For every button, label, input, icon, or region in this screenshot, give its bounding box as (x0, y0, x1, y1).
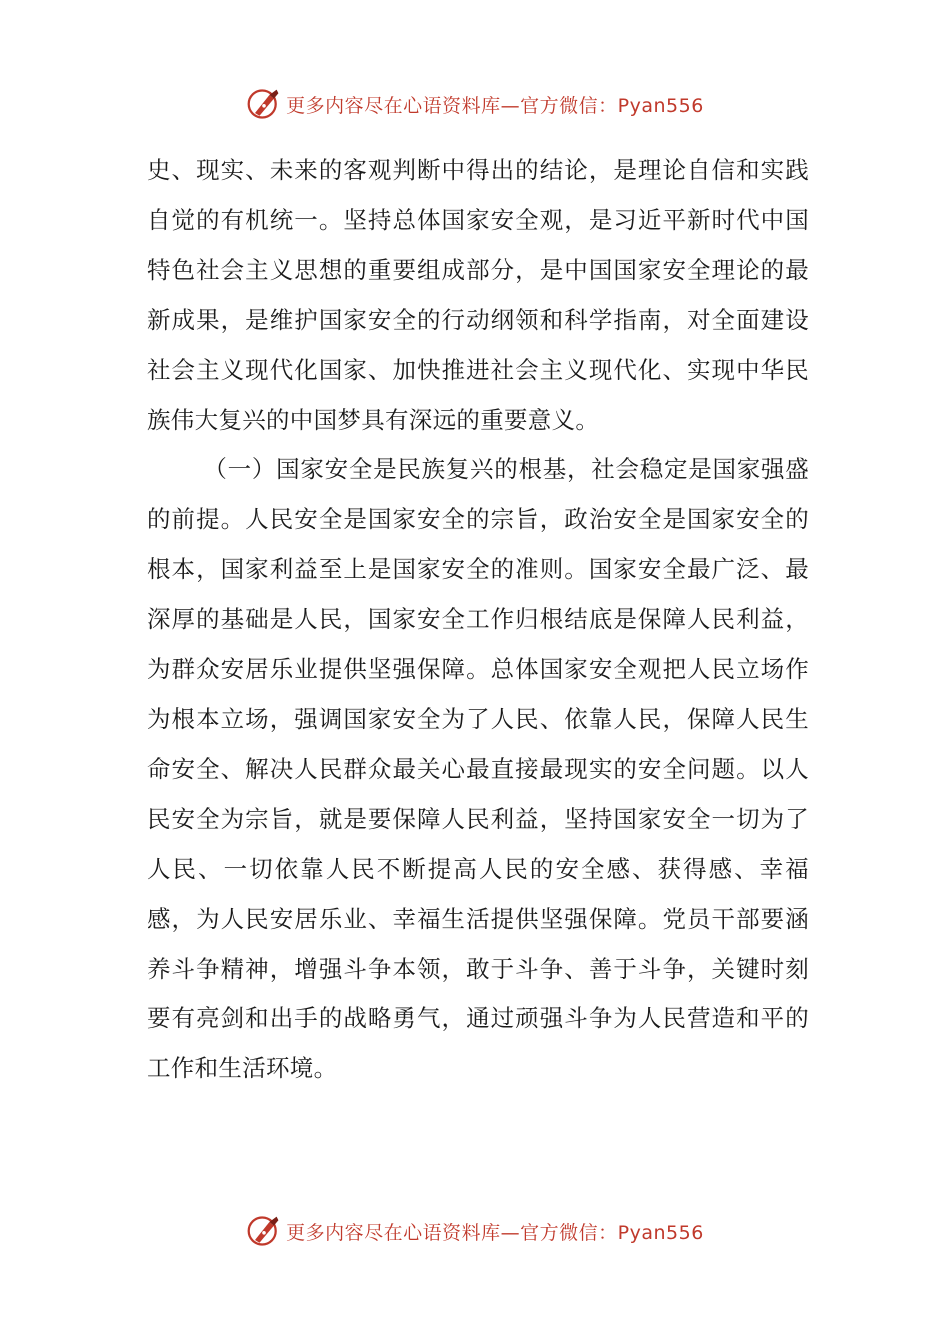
header-banner-text: 更多内容尽在心语资料库—官方微信：Pyan556 (286, 94, 704, 117)
document-body (147, 146, 809, 1094)
footer-banner (0, 1211, 950, 1251)
pen-nib-logo-icon (246, 1213, 282, 1249)
pen-nib-logo-icon (246, 86, 282, 122)
header-banner (0, 84, 950, 124)
paragraph-section-one: （一）国家安全是民族复兴的根基，社会稳定是国家强盛的前提。人民安全是国家安全的宗旨，政治安全是国家安全的根本，国家利益至上是国家安全的准则。国家安全最广泛、最深厚的基础是人民，国家安全工作归根结底是保障人民利益，为群众安居乐业提供坚强保障。总体国家安全观把人民立场作为根本立场，强调国家安全为了人民、依靠人民，保障人民生命安全、解决人民群众最关心最直接最现实的安全问题。以人民安全为宗旨，就是要保障人民利益，坚持国家安全一切为了人民、一切依靠人民不断提高人民的安全感、获得感、幸福感，为人民安居乐业、幸福生活提供坚强保障。党员干部要涵养斗争精神，增强斗争本领，敢于斗争、善于斗争，关键时刻要有亮剑和出手的战略勇气，通过顽强斗争为人民营造和平的工作和生活环境。 (147, 455, 809, 1083)
paragraph-continued: 史、现实、未来的客观判断中得出的结论，是理论自信和实践自觉的有机统一。坚持总体国家安全观，是习近平新时代中国特色社会主义思想的重要组成部分，是中国国家安全理论的最新成果，是维护国家安全的行动纲领和科学指南，对全面建设社会主义现代化国家、加快推进社会主义现代化、实现中华民族伟大复兴的中国梦具有深远的重要意义。 (147, 156, 809, 434)
footer-banner-text: 更多内容尽在心语资料库—官方微信：Pyan556 (286, 1221, 704, 1244)
